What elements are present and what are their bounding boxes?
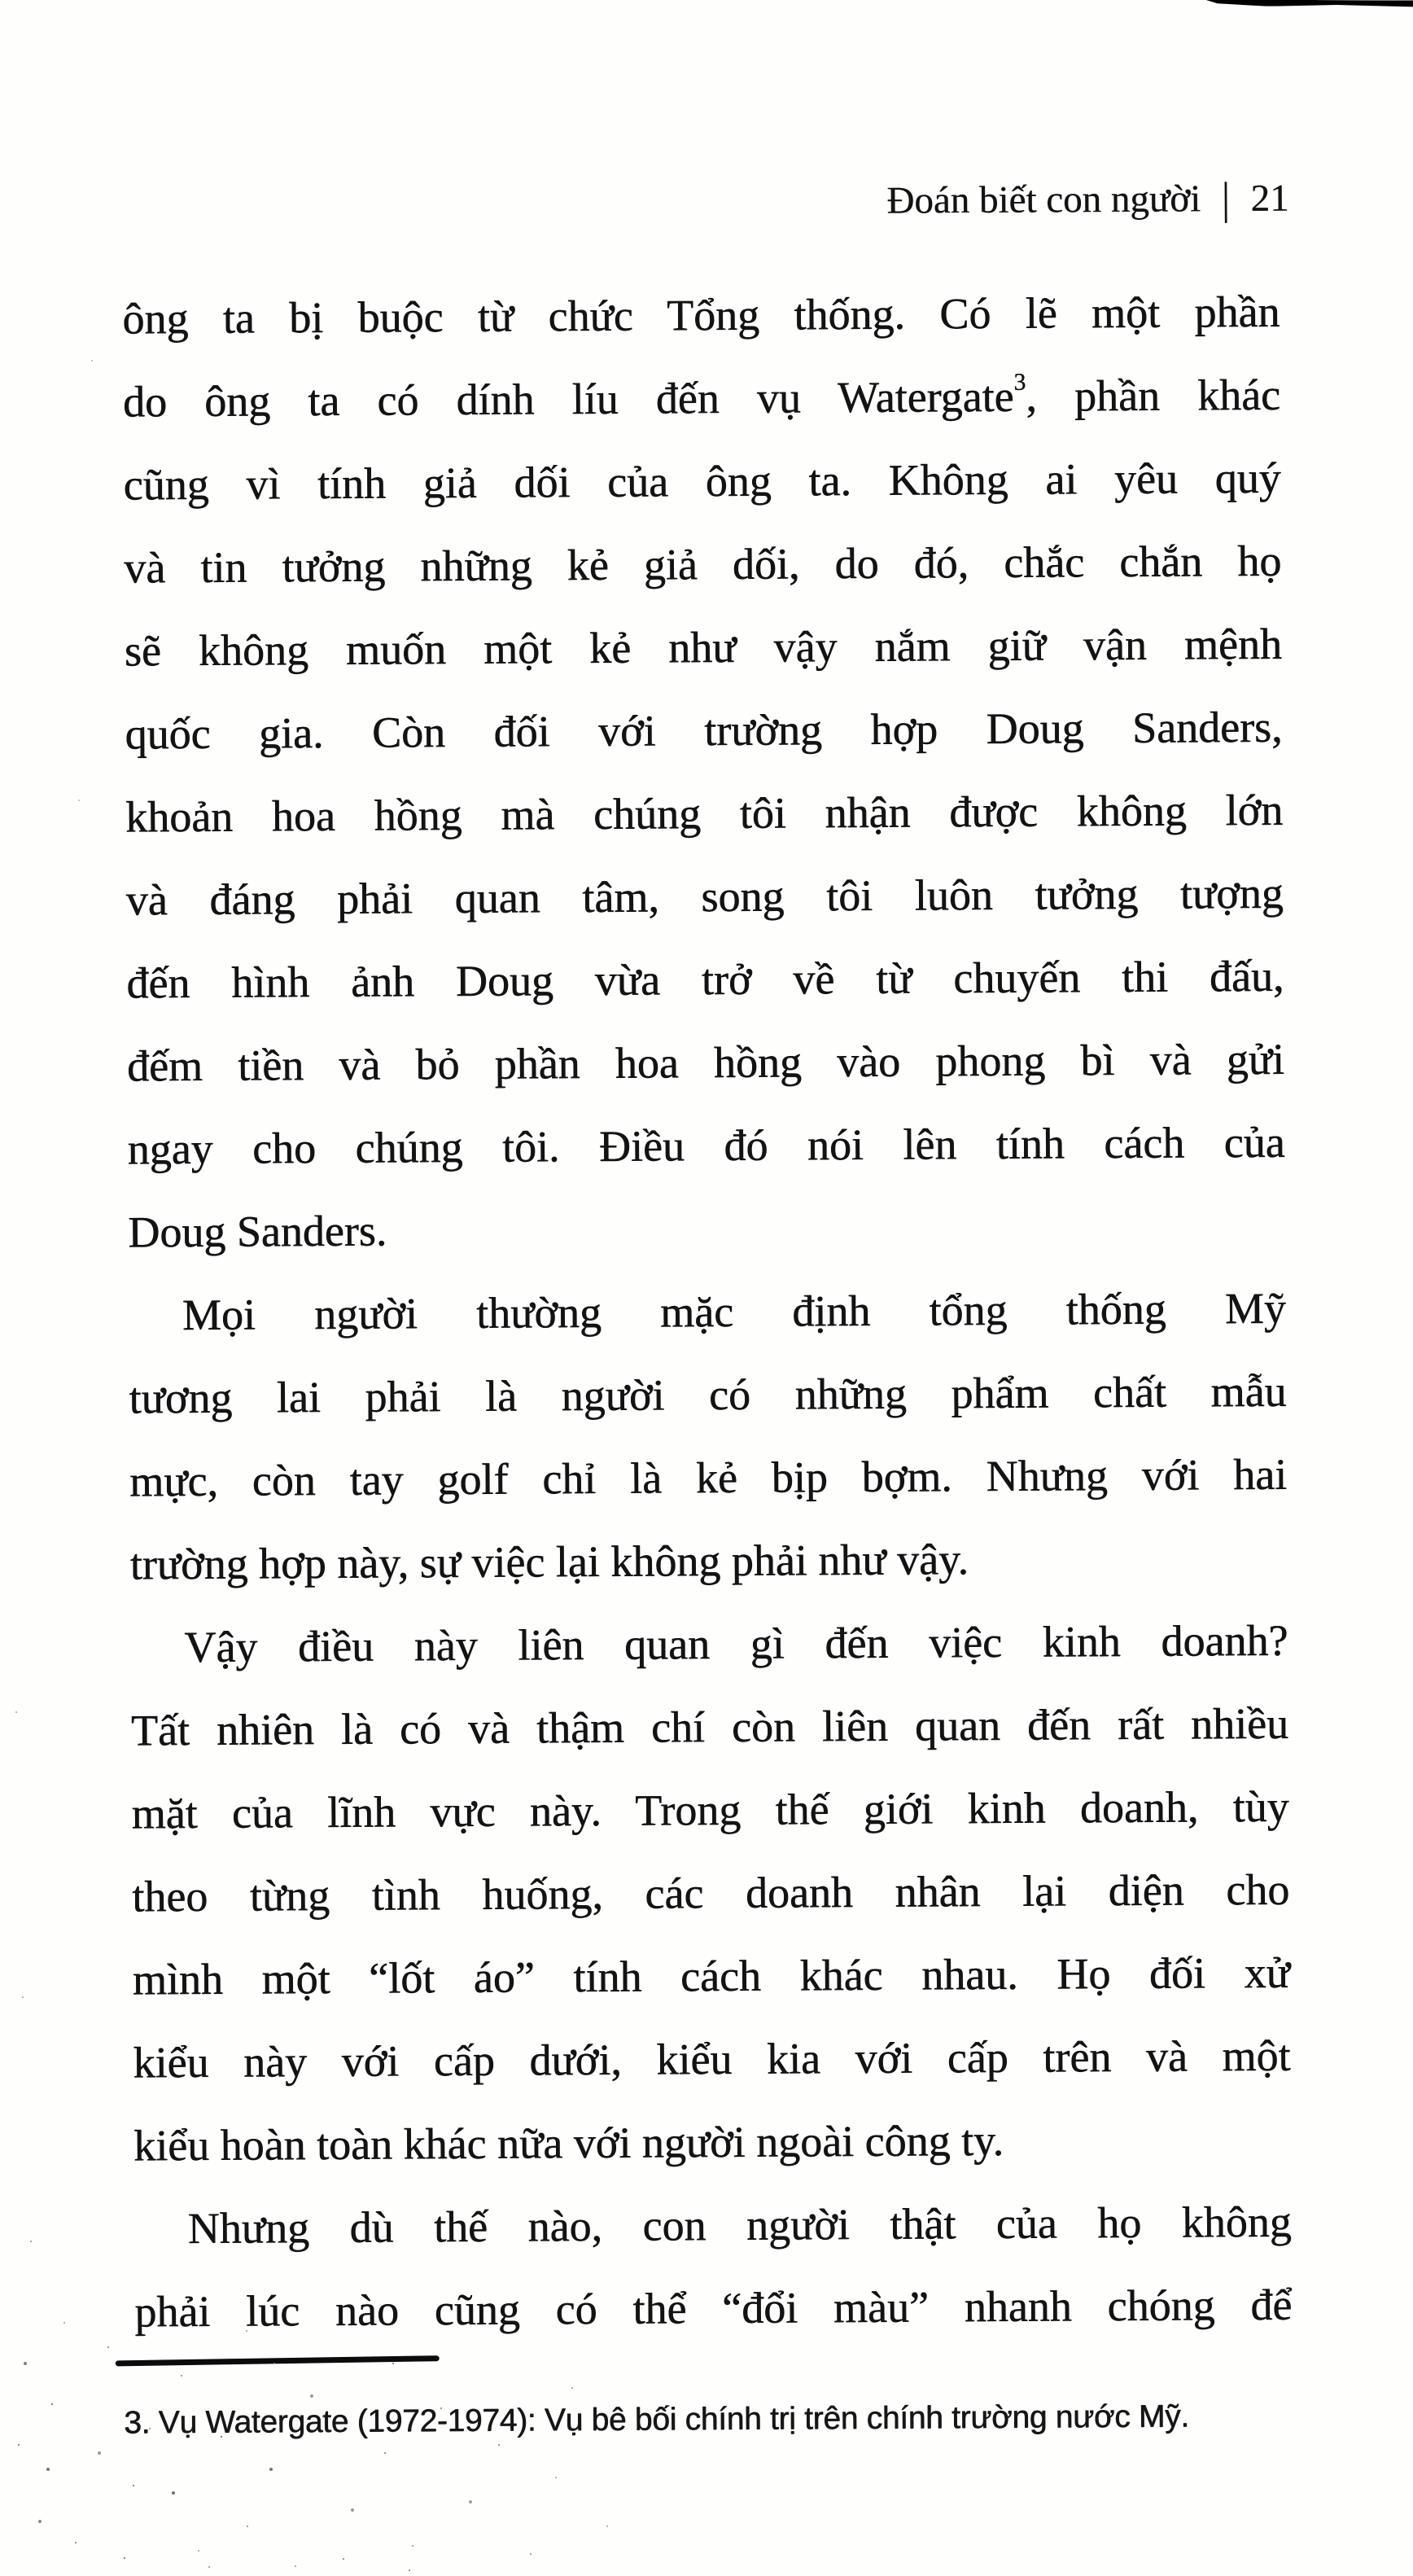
text-run: kiểu hoàn toàn khác nữa với người ngoài công ty. xyxy=(133,2115,1004,2171)
footnote-text: 3. Vụ Watergate (1972-1974): Vụ bê bối chính trị trên chính trường nước Mỹ. xyxy=(124,2399,1189,2441)
text-line xyxy=(129,1516,1288,1606)
text-line xyxy=(133,2014,1291,2105)
text-line xyxy=(130,1599,1288,1689)
text-run: đến hình ảnh Doug vừa trở về từ chuyến thi đấu, xyxy=(126,951,1284,1008)
text-run: sẽ không muốn một kẻ như vậy nắm giữ vận mệnh xyxy=(124,619,1283,676)
text-run: quốc gia. Còn đối với trường hợp Doug Sanders, xyxy=(125,702,1283,759)
text-line xyxy=(127,1101,1285,1191)
text-run: ông ta bị buộc từ chức Tổng thống. Có lẽ một phần xyxy=(122,287,1280,344)
text-run: kiểu này với cấp dưới, kiểu kia với cấp trên và một xyxy=(133,2031,1291,2088)
paragraph xyxy=(133,2180,1292,2354)
text-line xyxy=(123,436,1281,527)
text-run: và đáng phải quan tâm, song tôi luôn tưởng tượng xyxy=(125,868,1284,925)
text-run: khoản hoa hồng mà chúng tôi nhận được không lớn xyxy=(125,785,1284,842)
text-line xyxy=(133,2097,1292,2188)
text-line xyxy=(124,519,1282,610)
text-line xyxy=(128,1184,1286,1274)
text-run: Mọi người thường mặc định tổng thống Mỹ xyxy=(182,1283,1287,1339)
paragraph xyxy=(130,1599,1291,2188)
paragraph xyxy=(129,1267,1288,1606)
text-run: phải lúc nào cũng có thể “đổi màu” nhanh chóng để xyxy=(134,2280,1293,2337)
text-run: do ông ta có dính líu đến vụ Watergate xyxy=(122,371,1014,427)
text-line xyxy=(125,769,1284,859)
footnote-rule xyxy=(116,2355,440,2366)
text-line xyxy=(129,1267,1287,1357)
text-run: tương lai phải là người có những phẩm chất mẫu xyxy=(129,1366,1287,1423)
header-separator: | xyxy=(1221,173,1230,224)
running-header xyxy=(886,174,1289,226)
text-run: ngay cho chúng tôi. Điều đó nói lên tính cách của xyxy=(127,1117,1285,1174)
text-run: , phần khác xyxy=(1026,370,1281,421)
text-line xyxy=(125,852,1284,942)
text-line xyxy=(133,1931,1291,2022)
paragraph xyxy=(122,270,1285,1274)
text-line xyxy=(122,270,1280,361)
text-run: đếm tiền và bỏ phần hoa hồng vào phong bì và gửi xyxy=(126,1034,1285,1091)
text-run: cũng vì tính giả dối của ông ta. Không ai yêu quý xyxy=(123,453,1281,510)
text-line xyxy=(131,1765,1289,1855)
footnote xyxy=(124,2394,1328,2444)
text-run: theo từng tình huống, các doanh nhân lại diện cho xyxy=(132,1864,1290,1921)
text-run: mực, còn tay golf chỉ là kẻ bịp bợm. Nhưng với hai xyxy=(129,1449,1288,1506)
footnote-ref: 3 xyxy=(1013,369,1026,396)
text-line xyxy=(134,2263,1293,2354)
text-line xyxy=(126,935,1284,1025)
text-line xyxy=(125,602,1283,693)
text-line xyxy=(133,2180,1292,2271)
text-run: Tất nhiên là có và thậm chí còn liên quan đến rất nhiều xyxy=(130,1698,1289,1755)
text-line xyxy=(125,686,1283,776)
chapter-title: Đoán biết con người xyxy=(886,177,1201,222)
text-run: và tin tưởng những kẻ giả dối, do đó, chắc chắn họ xyxy=(124,536,1282,593)
scan-noise xyxy=(0,0,2,2)
text-run: Doug Sanders. xyxy=(128,1206,387,1257)
text-line xyxy=(127,1018,1285,1108)
text-run: mình một “lốt áo” tính cách khác nhau. Họ đối xử xyxy=(132,1947,1291,2004)
page-number: 21 xyxy=(1250,177,1289,220)
text-run: Vậy điều này liên quan gì đến việc kinh doanh? xyxy=(184,1615,1288,1671)
text-line xyxy=(129,1350,1287,1440)
text-run: trường hợp này, sự việc lại không phải như vậy. xyxy=(129,1535,969,1589)
text-run: mặt của lĩnh vực này. Trong thế giới kinh doanh, tùy xyxy=(131,1781,1289,1838)
text-line xyxy=(131,1682,1289,1772)
body-text xyxy=(122,270,1293,2354)
text-run: Nhưng dù thế nào, con người thật của họ không xyxy=(187,2197,1292,2253)
text-line xyxy=(132,1848,1290,1939)
text-line xyxy=(129,1433,1288,1523)
text-line xyxy=(123,353,1281,444)
